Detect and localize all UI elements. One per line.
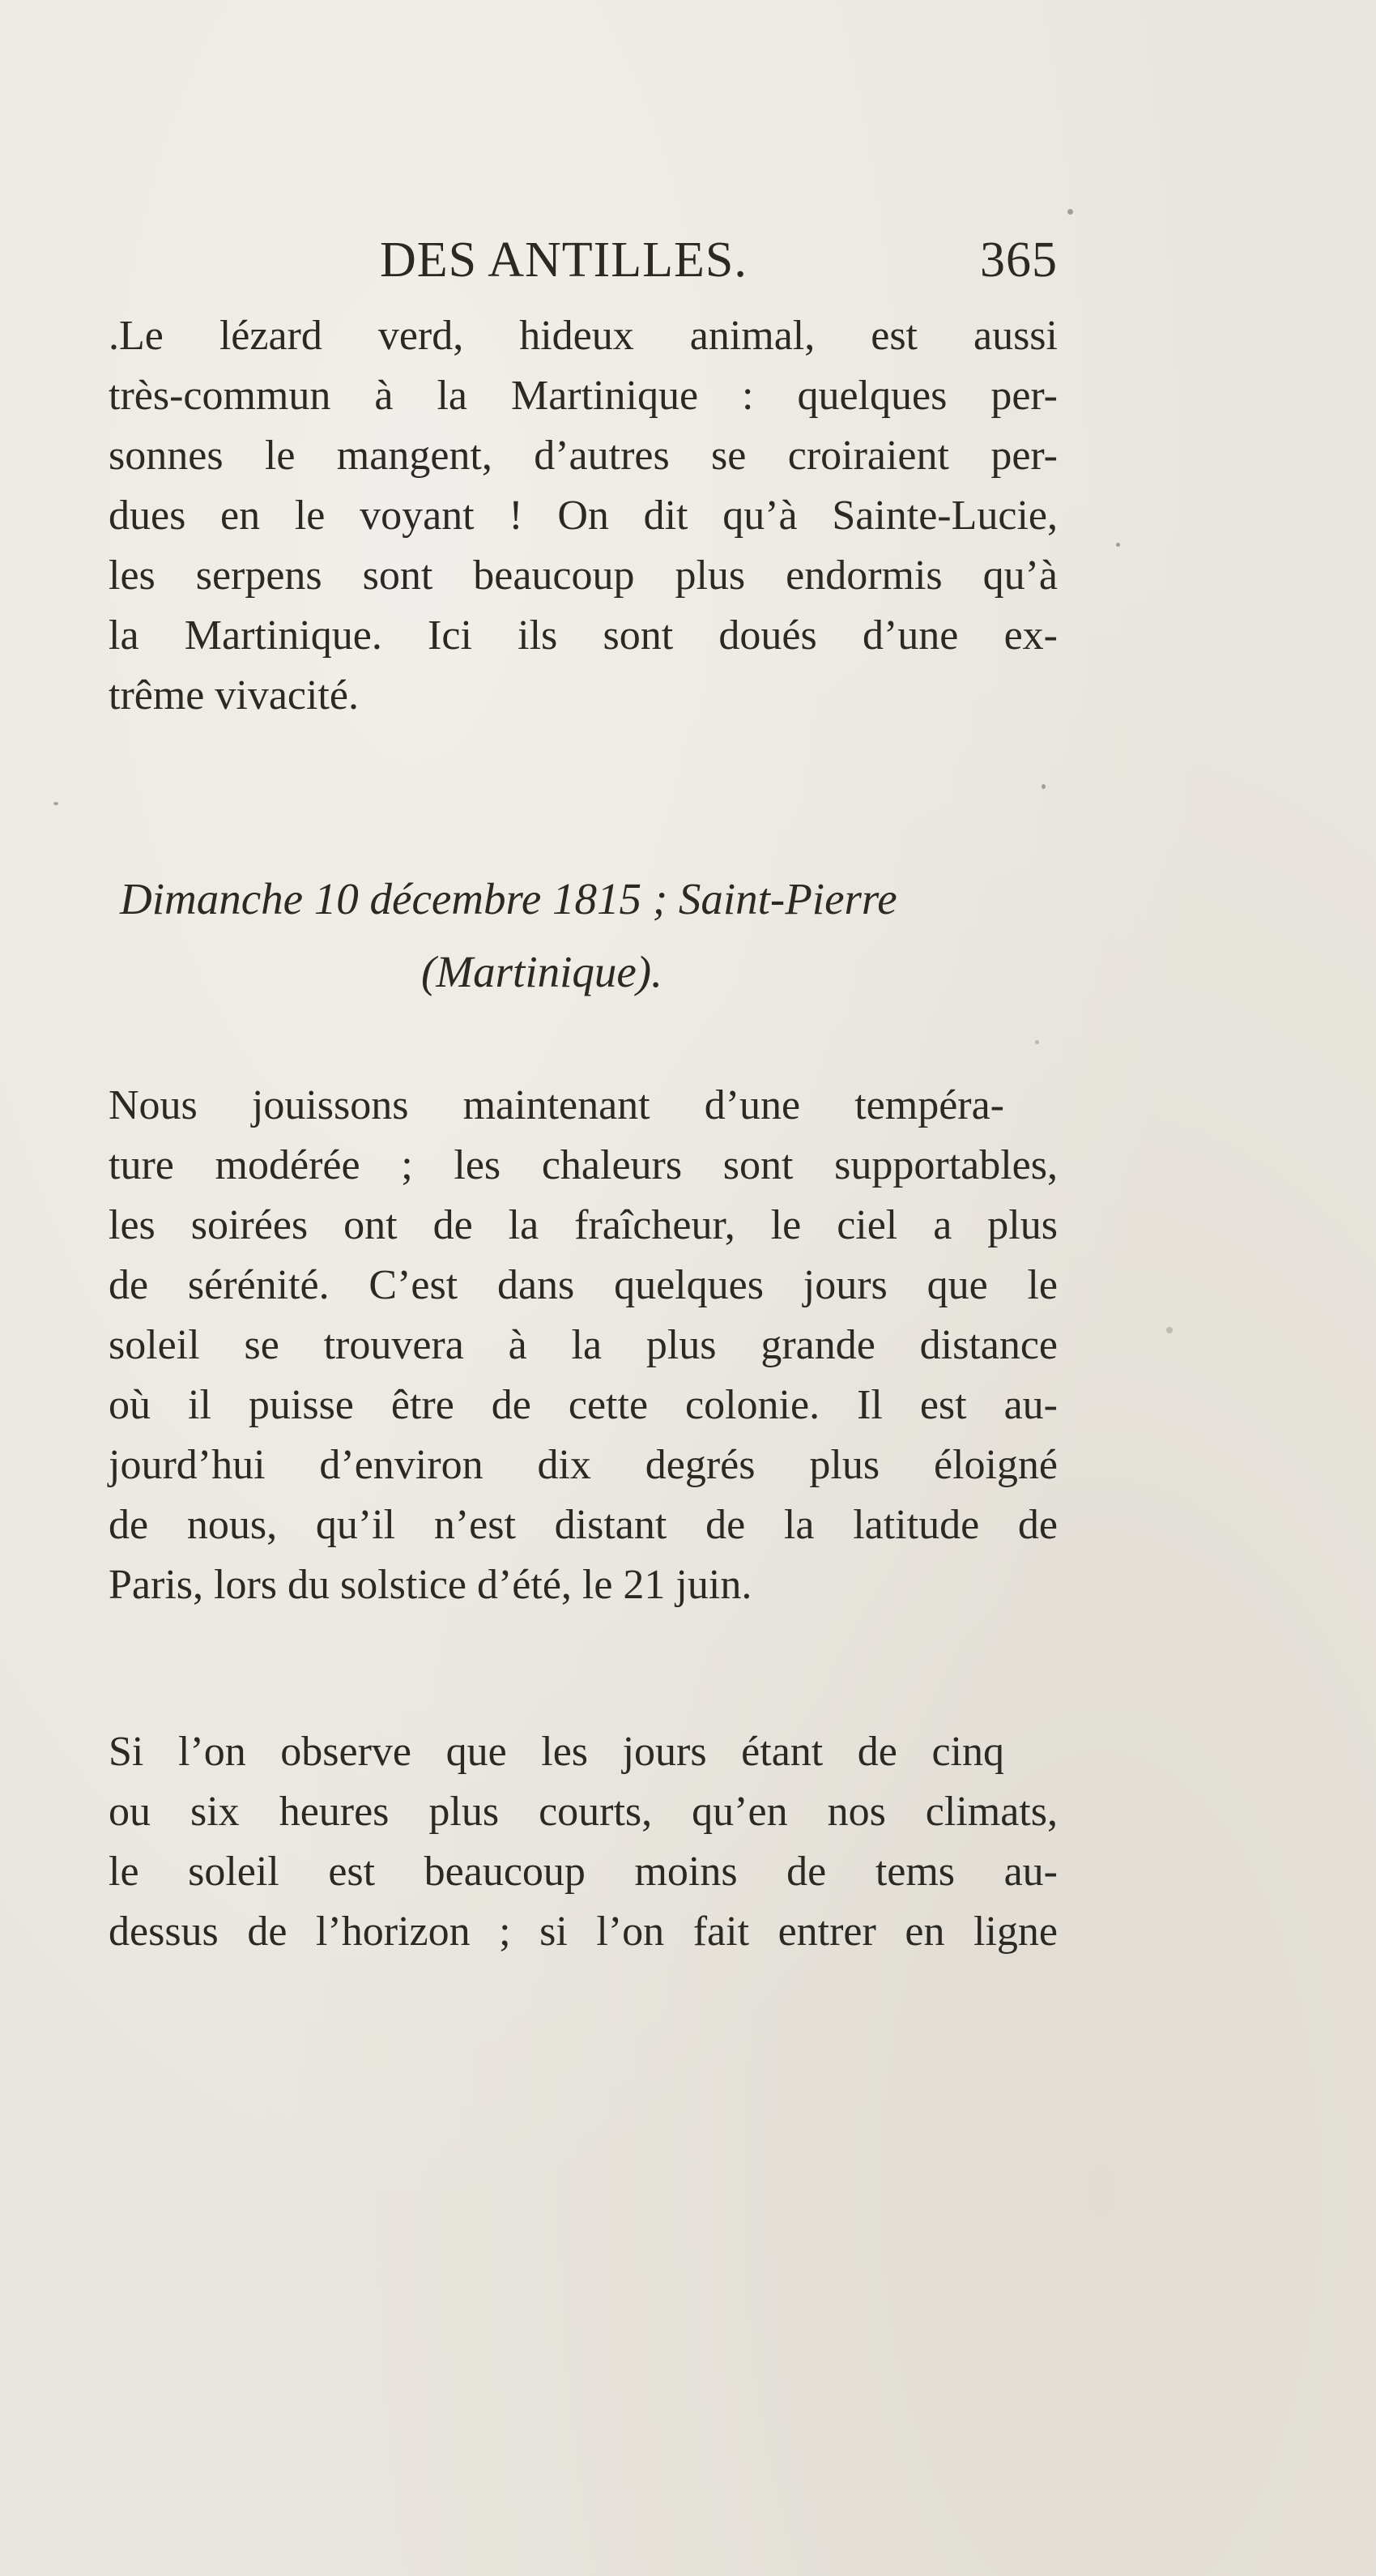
text-line: les soirées ont de la fraîcheur, le ciel a plus (109, 1202, 1058, 1248)
text-line: jourd’hui d’environ dix degrés plus éloigné (109, 1442, 1058, 1488)
text-line: Paris, lors du solstice d’été, le 21 juin. (109, 1562, 752, 1608)
text-line: les serpens sont beaucoup plus endormis qu’à (109, 552, 1058, 599)
text-line: ou six heures plus courts, qu’en nos climats, (109, 1789, 1058, 1835)
page-number: 365 (980, 232, 1058, 288)
entry-heading-place: (Martinique). (421, 947, 662, 996)
paper-speck (1166, 1327, 1173, 1333)
text-line: Nous jouissons maintenant d’une tempéra- (109, 1082, 1004, 1128)
running-head (109, 232, 1058, 296)
paper-speck (1042, 784, 1046, 789)
paper-speck (53, 802, 58, 805)
text-line: dues en le voyant ! On dit qu’à Sainte-Lucie, (109, 493, 1058, 539)
text-line: très-commun à la Martinique : quelques per- (109, 373, 1058, 419)
paper-speck (1116, 543, 1120, 547)
text-line: .Le lézard verd, hideux animal, est aussi (109, 313, 1058, 359)
paper-speck (1067, 209, 1073, 215)
paper-speck (1035, 1040, 1039, 1044)
text-line: de sérénité. C’est dans quelques jours que le (109, 1262, 1058, 1308)
text-line: où il puisse être de cette colonie. Il est au- (109, 1382, 1058, 1428)
text-line: le soleil est beaucoup moins de tems au- (109, 1849, 1058, 1895)
text-line: de nous, qu’il n’est distant de la latitude de (109, 1502, 1058, 1548)
text-line: Si l’on observe que les jours étant de cinq (109, 1729, 1004, 1775)
paragraph-temperature (109, 1077, 1058, 1628)
entry-heading-date: Dimanche 10 décembre 1815 ; Saint-Pierre (120, 874, 897, 923)
text-line: soleil se trouvera à la plus grande distance (109, 1322, 1058, 1368)
text-line: dessus de l’horizon ; si l’on fait entrer en ligne (109, 1909, 1058, 1955)
text-line: trême vivacité. (109, 672, 359, 719)
text-line: sonnes le mangent, d’autres se croiraient per- (109, 433, 1058, 479)
paragraph-sun-hours (109, 1724, 1058, 1967)
text-line: la Martinique. Ici ils sont doués d’une ex- (109, 612, 1058, 659)
paragraph-lizard (109, 308, 1058, 729)
text-line: ture modérée ; les chaleurs sont supportables, (109, 1142, 1058, 1188)
running-title: DES ANTILLES. (380, 232, 748, 288)
